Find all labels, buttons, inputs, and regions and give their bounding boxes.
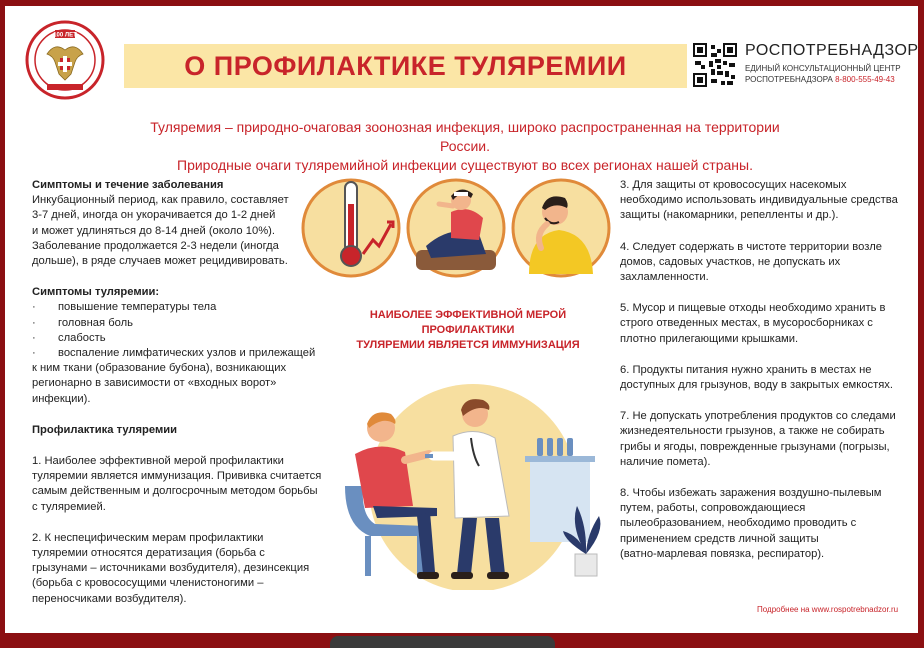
prevention-item-5: плотно прилегающими крышками. (620, 332, 799, 345)
symptoms-heading: Симптомы и течение заболевания (32, 179, 224, 191)
prevention-item-7: 7. Не допускать употребления продуктов со следами (620, 410, 896, 423)
symptoms-illustrations (301, 174, 611, 284)
intro-text (130, 118, 800, 175)
symptoms-line: и может удлиняться до 8-14 дней (около 10%). (32, 224, 275, 237)
footer-link[interactable]: Подробнее на www.rospotrebnadzor.ru (757, 605, 899, 614)
prevention-item-7: жизнедеятельности грызунов, а также не собирать (620, 425, 885, 438)
prevention-item-3: 3. Для защиты от кровососущих насекомых (620, 179, 847, 191)
symptom-item-text: повышение температуры тела (58, 301, 217, 314)
prevention-item-1: самым действенным и долгосрочным методом борьбы (32, 485, 318, 498)
prevention-item-6: доступных для грызунов, воду в закрытых емкостях. (620, 379, 893, 392)
prevention-item-4: захламленности. (620, 271, 709, 284)
prevention-item-4: домов, садовых участков, не допускать их (620, 255, 841, 268)
prevention-item-5: строго отведенных местах, в мусоросборниках с (620, 317, 873, 330)
prevention-item-8: (ватно-марлевая повязка, респиратор). (620, 547, 825, 560)
prevention-item-2: грызунами – источниками возбудителя), дезинсекция (32, 562, 310, 575)
immunization-heading-line-2: ТУЛЯРЕМИИ ЯВЛЯЕТСЯ ИММУНИЗАЦИЯ (356, 339, 580, 351)
brand-name: РОСПОТРЕБНАДЗОР (745, 42, 919, 59)
prevention-item-2: (борьба с кровососущими членистоногими – (32, 577, 264, 590)
symptom-item-text: головная боль (58, 316, 133, 329)
prevention-item-8: 8. Чтобы избежать заражения воздушно-пылевым (620, 487, 882, 500)
emblem-text: 100 ЛЕТ (53, 32, 77, 39)
prevention-item-6: 6. Продукты питания нужно хранить в местах не (620, 363, 872, 376)
symptoms-line: Инкубационный период, как правило, составляет (32, 194, 289, 207)
right-column (620, 178, 910, 562)
bullet-mark: · (32, 331, 36, 344)
symptom-item (32, 300, 322, 315)
prevention-item-2: 2. К неспецифическим мерам профилактики (32, 531, 264, 544)
symptom-item-text: воспаление лимфатических узлов и прилежащей (58, 347, 316, 360)
symptoms-list-heading: Симптомы туляремии: (32, 286, 160, 299)
prevention-item-1: с туляремией. (32, 500, 106, 513)
symptoms-line: Заболевание продолжается 2-3 недели (иногда (32, 239, 279, 252)
brand-contact-text: РОСПОТРЕБНАДЗОРА (745, 75, 833, 84)
prevention-item-8: применением средств личной защиты (620, 532, 819, 545)
brand-subtitle: ЕДИНЫЙ КОНСУЛЬТАЦИОННЫЙ ЦЕНТР (745, 64, 901, 73)
brand-contact (745, 75, 895, 84)
page-title: О ПРОФИЛАКТИКЕ ТУЛЯРЕМИИ (184, 50, 627, 81)
intro-line-2: Природные очаги туляремийной инфекции существуют во всех регионах нашей страны. (177, 157, 753, 173)
qr-code (693, 43, 737, 87)
rospotrebnadzor-emblem (25, 20, 105, 100)
prevention-item-2: туляремии относятся дератизация (борьба с (32, 547, 265, 560)
coughing-person-icon (513, 180, 609, 276)
symptom-item-text: слабость (58, 331, 106, 344)
bullet-mark: · (32, 347, 36, 360)
poster (5, 6, 918, 633)
symptom-item (32, 316, 322, 331)
prevention-heading: Профилактика туляремии (32, 423, 177, 436)
prevention-item-8: пылеобразованием, необходимо проводить с (620, 517, 857, 530)
intro-line-1: Туляремия – природно-очаговая зоонозная инфекция, широко распространенная на территории России. (150, 119, 780, 154)
prevention-item-7: наличие помета). (620, 455, 711, 468)
title-banner (124, 44, 687, 88)
vaccination-illustration (325, 376, 619, 590)
bullet-mark: · (32, 316, 36, 329)
prevention-item-1: туляремии является иммунизация. Прививка считается (32, 470, 322, 483)
symptom-item (32, 331, 322, 346)
symptom-item-cont: инфекции). (32, 392, 91, 405)
thermometer-icon (303, 180, 399, 276)
symptom-item (32, 346, 322, 361)
prevention-item-5: 5. Мусор и пищевые отходы необходимо хранить в (620, 302, 886, 315)
prevention-item-3: защиты (накомарники, репелленты и др.). (620, 209, 839, 222)
prevention-item-8: путем, работы, сопровождающиеся (620, 502, 806, 515)
prevention-item-4: 4. Следует содержать в чистоте территории возле (620, 240, 882, 253)
headache-person-icon (408, 180, 504, 276)
prevention-item-7: грибы и ягоды, поврежденные грызунами (погрызы, (620, 440, 890, 453)
immunization-heading-line-1: НАИБОЛЕЕ ЭФФЕКТИВНОЙ МЕРОЙ ПРОФИЛАКТИКИ (369, 309, 567, 336)
symptoms-line: 3-7 дней, иногда он укорачивается до 1-2 дней (32, 209, 276, 222)
immunization-heading (327, 308, 609, 353)
symptom-item-cont: регионарно в зависимости от «входных ворот» (32, 377, 277, 390)
bullet-mark: · (32, 301, 36, 314)
prevention-item-3: необходимо использовать индивидуальные средства (620, 194, 898, 207)
left-column (32, 178, 322, 607)
symptom-item-cont: к ним ткани (образование бубона), возникающих (32, 362, 287, 375)
symptoms-line: дольше), в ряде случаев может рецидивировать. (32, 255, 288, 268)
brand-phone: 8-800-555-49-43 (835, 75, 895, 84)
prevention-item-2: переносчиками возбудителя). (32, 592, 187, 605)
bottom-tab (330, 636, 555, 648)
prevention-item-1: 1. Наиболее эффективной мерой профилактики (32, 455, 284, 468)
